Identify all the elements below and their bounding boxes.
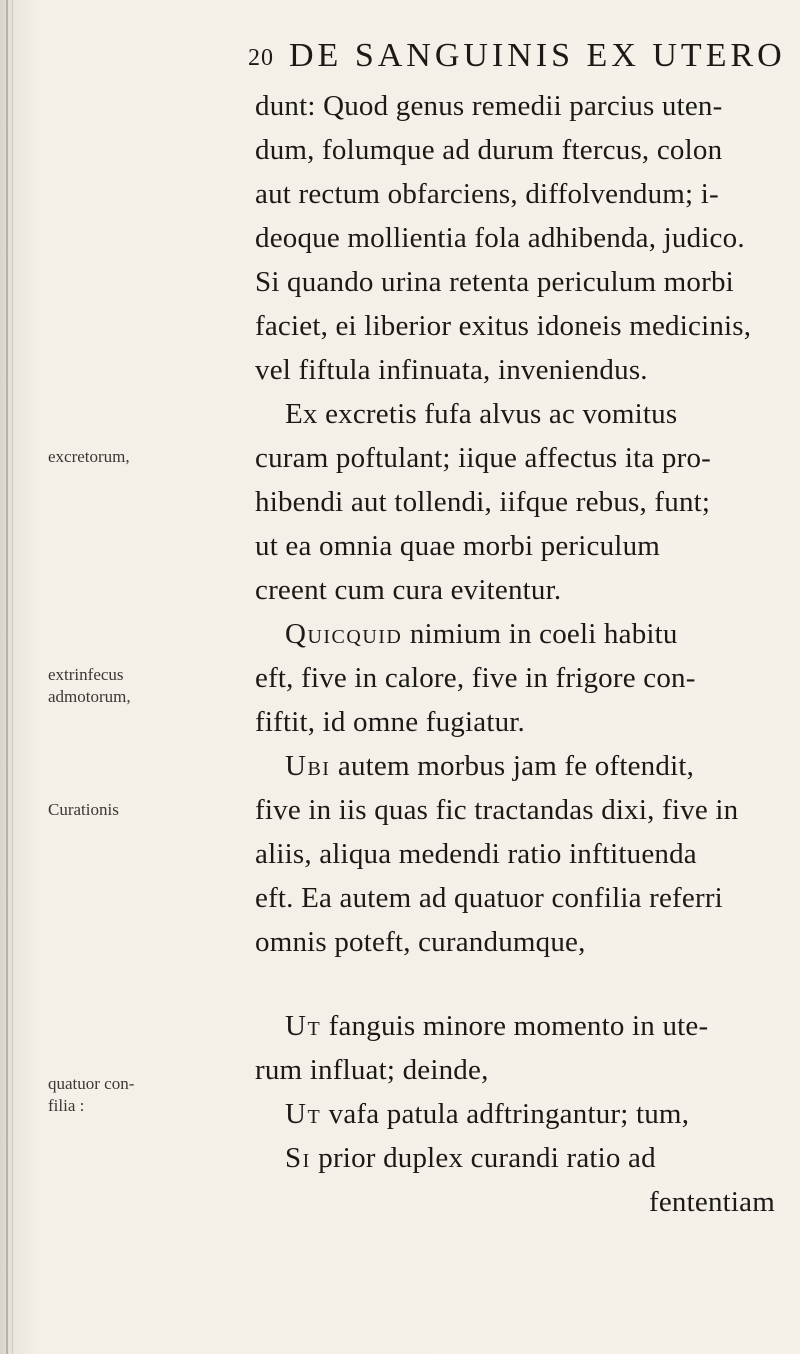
margin-note-curationis	[48, 799, 248, 821]
margin-note-line: excretorum,	[48, 447, 130, 466]
gutter-edge	[12, 0, 13, 1354]
text-line: rum influat; deinde,	[255, 1054, 489, 1086]
page-number: 20	[248, 45, 274, 71]
text-run: vafa patula adftringantur; tum,	[328, 1098, 690, 1130]
text-line: fiftit, id omne fugiatur.	[255, 706, 525, 738]
text-line: curam poftulant; iique affectus ita pro-	[255, 442, 711, 474]
margin-note-line: quatuor con-	[48, 1074, 135, 1093]
text-line: faciet, ei liberior exitus idoneis medicinis,	[255, 310, 752, 342]
text-line: ut ea omnia quae morbi periculum	[255, 530, 661, 562]
text-line: dum, folumque ad durum ftercus, colon	[255, 134, 723, 166]
margin-note-excretorum	[48, 446, 248, 468]
text-run: nimium in coeli habitu	[409, 618, 678, 650]
running-title: DE SANGUINIS EX UTERO	[289, 37, 786, 74]
text-line: hibendi aut tollendi, iifque rebus, funt;	[255, 486, 711, 518]
text-line: creent cum cura evitentur.	[255, 574, 562, 606]
text-line: aut rectum obfarciens, diffolvendum; i-	[255, 178, 719, 210]
text-run: prior duplex curandi ratio ad	[318, 1142, 656, 1174]
margin-note-line: extrinfecus	[48, 665, 124, 684]
text-line: aliis, aliqua medendi ratio inftituenda	[255, 838, 697, 870]
small-caps-word: Ut	[285, 1098, 322, 1130]
small-caps-word: Si	[285, 1142, 311, 1174]
margin-note-extrinsecus	[48, 664, 248, 708]
small-caps-word: Ut	[285, 1010, 322, 1042]
text-line: eft. Ea autem ad quatuor confilia referri	[255, 882, 723, 914]
text-line: dunt: Quod genus remedii parcius uten-	[255, 90, 723, 122]
text-line: five in iis quas fic tractandas dixi, five in	[255, 794, 739, 826]
margin-note-line: admotorum,	[48, 687, 131, 706]
small-caps-word: Quicquid	[285, 618, 403, 650]
text-line	[255, 744, 775, 788]
gutter-shadow	[6, 0, 8, 1354]
text-run: autem morbus jam fe oftendit,	[337, 750, 695, 782]
margin-note-line: Curationis	[48, 800, 119, 819]
body-text	[255, 84, 775, 1224]
text-line: eft, five in calore, five in frigore con-	[255, 662, 696, 694]
text-line: vel fiftula infinuata, inveniendus.	[255, 354, 648, 386]
text-run: fanguis minore momento in ute-	[328, 1010, 709, 1042]
text-line: Ex excretis fufa alvus ac vomitus	[285, 398, 678, 430]
catchword: fententiam	[648, 1186, 775, 1218]
text-line	[255, 1136, 775, 1180]
text-line: deoque mollientia fola adhibenda, judico.	[255, 222, 745, 254]
margin-note-line: filia :	[48, 1096, 85, 1115]
text-line: Si quando urina retenta periculum morbi	[255, 266, 734, 298]
margin-note-quatuor	[48, 1073, 248, 1117]
small-caps-word: Ubi	[285, 750, 331, 782]
text-line: omnis poteft, curandumque,	[255, 926, 586, 958]
text-line	[255, 1004, 775, 1048]
text-line	[255, 612, 775, 656]
text-line	[255, 1092, 775, 1136]
